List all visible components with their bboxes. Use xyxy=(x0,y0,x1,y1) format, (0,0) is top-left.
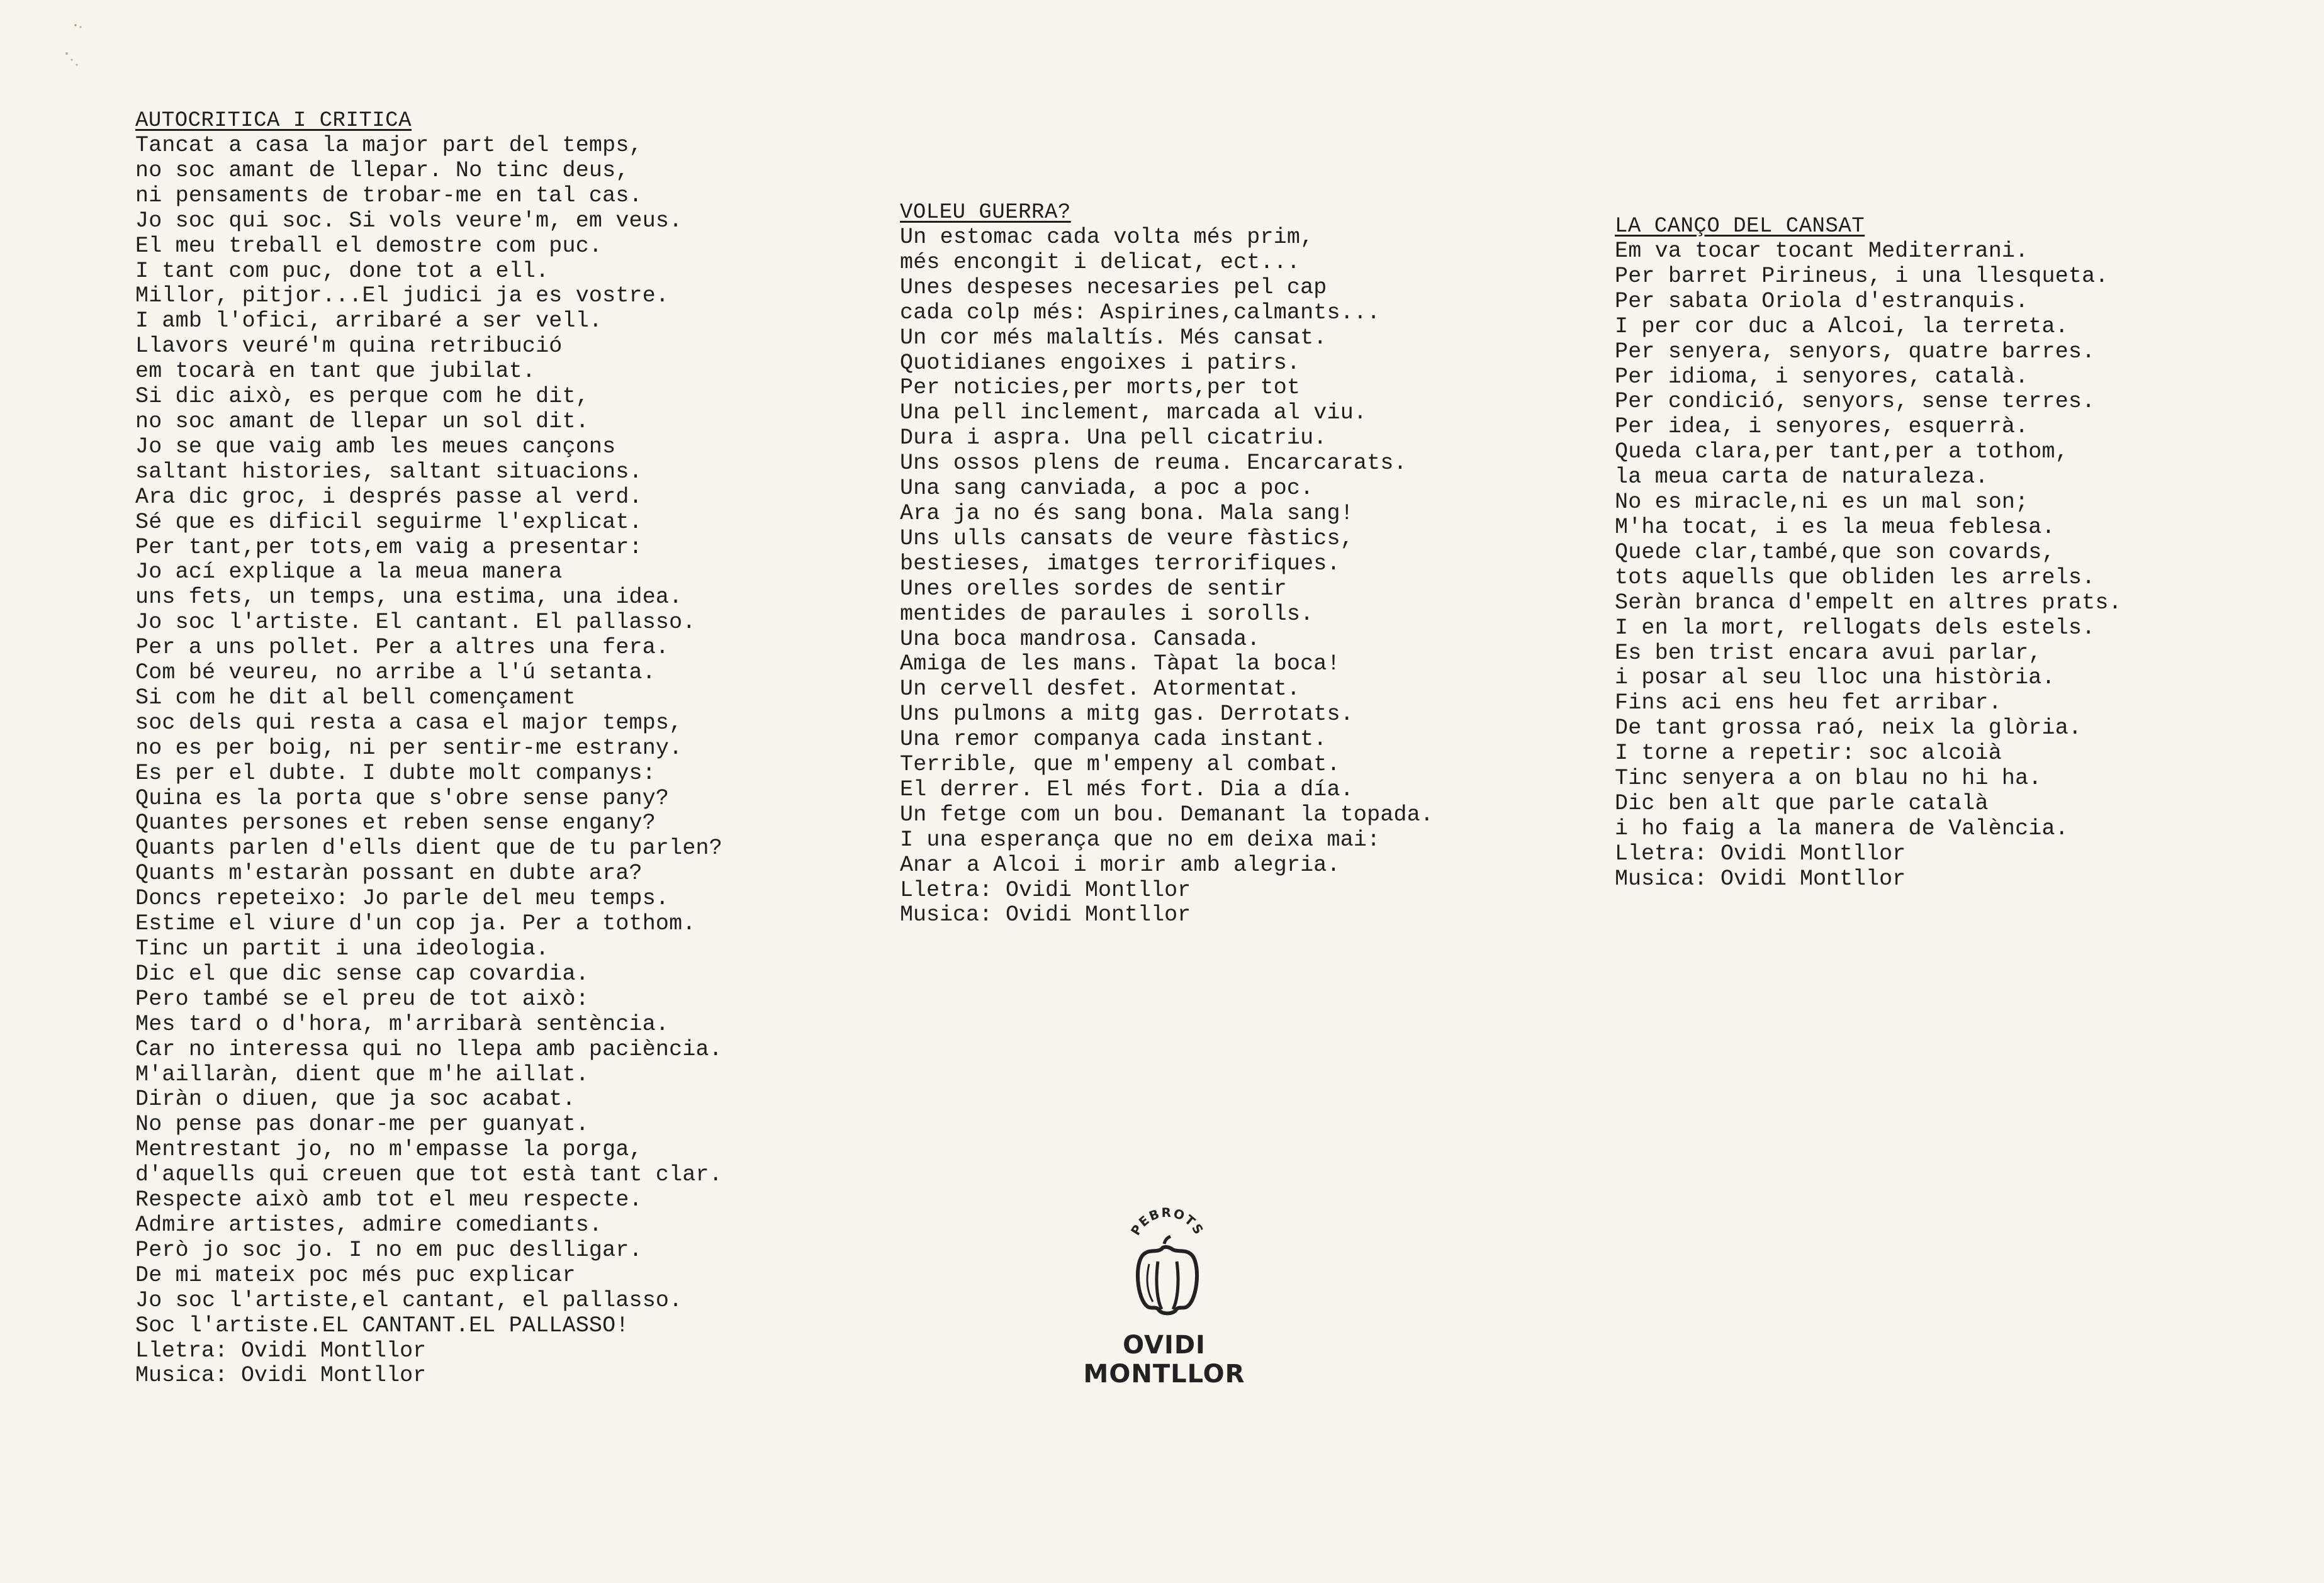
lyric-line: Uns ulls cansats de veure fàstics, xyxy=(900,525,1354,551)
lyric-line: I amb l'ofici, arribaré a ser vell. xyxy=(135,308,603,334)
lyric-line: d'aquells qui creuen que tot està tant clar. xyxy=(135,1162,722,1188)
lyric-line: Per a uns pollet. Per a altres una fera. xyxy=(135,635,670,661)
lyrics-credit: Lletra: Ovidi Montllor xyxy=(900,877,1191,903)
song-voleu-guerra xyxy=(900,200,1529,928)
lyric-line: Fins aci ens heu fet arribar. xyxy=(1615,690,2002,716)
lyric-line: Seràn branca d'empelt en altres prats. xyxy=(1615,590,2122,615)
lyric-line: I una esperança que no em deixa mai: xyxy=(900,827,1381,853)
lyric-line: Terrible, que m'empeny al combat. xyxy=(900,752,1340,778)
lyric-line: no soc amant de llepar un sol dit. xyxy=(135,408,589,434)
lyric-line: Quants m'estaràn possant en dubte ara? xyxy=(135,861,643,887)
song-title: VOLEU GUERRA? xyxy=(900,201,1071,225)
lyric-line: I per cor duc a Alcoi, la terreta. xyxy=(1615,313,2069,339)
lyric-line: Diràn o diuen, que ja soc acabat. xyxy=(135,1087,576,1112)
lyric-line: Estime el viure d'un cop ja. Per a tothom. xyxy=(135,911,696,937)
stain-marks xyxy=(63,16,126,79)
lyric-line: Quede clar,també,que son covards, xyxy=(1615,539,2055,565)
lyric-line: Millor, pitjor...El judici ja es vostre. xyxy=(135,283,670,309)
svg-text:PEBROTS xyxy=(1128,1205,1207,1238)
lyric-line: Unes despeses necesaries pel cap xyxy=(900,274,1327,300)
song-credits xyxy=(1615,842,2244,892)
lyric-line: Jo ací explique a la meua manera xyxy=(135,559,563,585)
music-credit: Musica: Ovidi Montllor xyxy=(1615,866,1906,892)
lyric-line: Dic ben alt que parle català xyxy=(1615,790,1989,816)
lyric-line: El meu treball el demostre com puc. xyxy=(135,233,603,259)
lyric-line: Quotidianes engoixes i patirs. xyxy=(900,350,1301,376)
lyric-line: Uns pulmons a mitg gas. Derrotats. xyxy=(900,702,1354,727)
music-credit: Musica: Ovidi Montllor xyxy=(135,1363,427,1389)
logo-arc-text: PEBROTS xyxy=(1127,1204,1208,1238)
lyrics-credit: Lletra: Ovidi Montllor xyxy=(135,1338,427,1363)
lyric-line: Ara dic groc, i després passe al verd. xyxy=(135,484,643,510)
lyric-line: Jo soc l'artiste. El cantant. El pallasso. xyxy=(135,610,696,635)
lyric-line: No es miracle,ni es un mal son; xyxy=(1615,489,2029,515)
lyric-line: Amiga de les mans. Tàpat la boca! xyxy=(900,651,1340,677)
lyric-line: Un fetge com un bou. Demanant la topada. xyxy=(900,802,1434,827)
lyric-line: i ho faig a la manera de València. xyxy=(1615,815,2069,841)
lyric-line: Admire artistes, admire comediants. xyxy=(135,1212,603,1238)
lyric-line: bestieses, imatges terrorifiques. xyxy=(900,551,1340,576)
lyric-line: Uns ossos plens de reuma. Encarcarats. xyxy=(900,450,1407,476)
lyric-line: Dura i aspra. Una pell cicatriu. xyxy=(900,425,1327,451)
lyric-line: Jo soc l'artiste,el cantant, el pallasso. xyxy=(135,1287,683,1313)
pepper-icon xyxy=(1126,1199,1208,1318)
lyric-line: M'ha tocat, i es la meua feblesa. xyxy=(1615,514,2055,540)
lyric-line: I torne a repetir: soc alcoià xyxy=(1615,741,2002,766)
lyric-line: Unes orelles sordes de sentir xyxy=(900,576,1287,601)
lyric-line: Dic el que dic sense cap covardia. xyxy=(135,961,589,987)
lyric-line: Si dic això, es perque com he dit, xyxy=(135,384,589,410)
lyric-line: Per condició, senyors, sense terres. xyxy=(1615,389,2096,415)
lyric-line: Ara ja no és sang bona. Mala sang! xyxy=(900,500,1354,526)
lyric-line: Es per el dubte. I dubte molt companys: xyxy=(135,760,656,786)
lyric-line: Per idioma, i senyores, català. xyxy=(1615,364,2029,389)
lyric-line: No pense pas donar-me per guanyat. xyxy=(135,1112,589,1138)
lyric-line: soc dels qui resta a casa el major temps, xyxy=(135,710,683,736)
lyric-line: uns fets, un temps, una estima, una idea. xyxy=(135,585,683,610)
lyric-line: saltant histories, saltant situacions. xyxy=(135,459,643,484)
lyric-line: Sé que es dificil seguirme l'explicat. xyxy=(135,509,643,535)
song-autocritica xyxy=(135,108,859,1389)
lyric-line: Per senyera, senyors, quatre barres. xyxy=(1615,338,2096,364)
lyric-line: Si com he dit al bell començament xyxy=(135,685,576,710)
lyric-line: Una remor companya cada instant. xyxy=(900,727,1327,752)
lyric-line: Quants parlen d'ells dient que de tu parlen? xyxy=(135,836,722,861)
logo-name: OVIDI MONTLLOR xyxy=(1083,1331,1245,1389)
lyric-line: De tant grossa raó, neix la glòria. xyxy=(1615,715,2082,741)
lyric-line: Jo soc qui soc. Si vols veure'm, em veus. xyxy=(135,208,683,233)
lyric-line: Quantes persones et reben sense engany? xyxy=(135,810,656,836)
lyric-line: Quina es la porta que s'obre sense pany? xyxy=(135,785,670,811)
lyric-line: Mes tard o d'hora, m'arribarà sentència. xyxy=(135,1011,670,1037)
lyric-line: Tancat a casa la major part del temps, xyxy=(135,133,643,158)
lyric-line: ni pensaments de trobar-me en tal cas. xyxy=(135,182,643,208)
lyric-line: Però jo soc jo. I no em puc deslligar. xyxy=(135,1237,643,1263)
lyric-line: més encongit i delicat, ect... xyxy=(900,249,1301,275)
lyric-line: Per tant,per tots,em vaig a presentar: xyxy=(135,534,643,560)
lyric-line: la meua carta de naturaleza. xyxy=(1615,464,1989,490)
lyric-line: Anar a Alcoi i morir amb alegria. xyxy=(900,852,1340,878)
lyric-line: Una boca mandrosa. Cansada. xyxy=(900,626,1260,652)
lyric-line: M'aillaràn, dient que m'he aillat. xyxy=(135,1061,589,1087)
lyric-line: Em va tocar tocant Mediterrani. xyxy=(1615,238,2029,264)
song-credits xyxy=(900,878,1529,929)
lyric-line: Llavors veuré'm quina retribució xyxy=(135,333,563,359)
lyric-line: Una sang canviada, a poc a poc. xyxy=(900,476,1314,501)
lyric-line: Mentrestant jo, no m'empasse la porga, xyxy=(135,1137,643,1163)
lyric-line: I tant com puc, done tot a ell. xyxy=(135,258,549,284)
lyric-line: i posar al seu lloc una història. xyxy=(1615,665,2055,691)
song-lines xyxy=(135,133,859,1339)
lyric-line: no soc amant de llepar. No tinc deus, xyxy=(135,157,629,183)
lyric-line: Tinc senyera a on blau no hi ha. xyxy=(1615,766,2042,792)
lyric-line: Per barret Pirineus, i una llesqueta. xyxy=(1615,263,2109,289)
song-lines xyxy=(1615,239,2244,842)
lyric-line: Un cervell desfet. Atormentat. xyxy=(900,676,1301,702)
lyric-line: Per sabata Oriola d'estranquis. xyxy=(1615,288,2029,314)
lyric-line: Car no interessa qui no llepa amb paciència. xyxy=(135,1036,722,1062)
lyrics-credit: Lletra: Ovidi Montllor xyxy=(1615,841,1906,866)
lyric-line: I en la mort, rellogats dels estels. xyxy=(1615,615,2096,640)
lyric-line: El derrer. El més fort. Dia a día. xyxy=(900,776,1354,802)
lyric-line: Es ben trist encara avui parlar, xyxy=(1615,640,2042,666)
lyric-line: em tocarà en tant que jubilat. xyxy=(135,359,536,384)
lyric-line: Doncs repeteixo: Jo parle del meu temps. xyxy=(135,886,670,912)
lyric-line: cada colp més: Aspirines,calmants... xyxy=(900,299,1381,325)
lyric-line: Un cor més malaltís. Més cansat. xyxy=(900,325,1327,350)
lyric-line: tots aquells que obliden les arrels. xyxy=(1615,564,2096,590)
lyric-line: Un estomac cada volta més prim, xyxy=(900,225,1314,250)
lyric-line: De mi mateix poc més puc explicar xyxy=(135,1262,576,1288)
lyric-line: Queda clara,per tant,per a tothom, xyxy=(1615,439,2069,465)
song-lines xyxy=(900,225,1529,878)
lyric-line: Per idea, i senyores, esquerrà. xyxy=(1615,414,2029,440)
pebrots-logo xyxy=(1038,1199,1290,1389)
song-la-canco-del-cansat xyxy=(1615,214,2244,892)
song-title: LA CANÇO DEL CANSAT xyxy=(1615,215,1865,238)
lyric-line: Soc l'artiste.EL CANTANT.EL PALLASSO! xyxy=(135,1312,629,1338)
song-title: AUTOCRITICA I CRITICA xyxy=(135,109,412,133)
lyric-line: Jo se que vaig amb les meues cançons xyxy=(135,434,616,459)
lyric-line: Com bé veureu, no arribe a l'ú setanta. xyxy=(135,660,656,686)
lyric-line: Una pell inclement, marcada al viu. xyxy=(900,400,1367,426)
lyric-line: Respecte això amb tot el meu respecte. xyxy=(135,1187,643,1213)
lyric-line: Tinc un partit i una ideologia. xyxy=(135,936,549,961)
music-credit: Musica: Ovidi Montllor xyxy=(900,902,1191,928)
lyric-line: Per noticies,per morts,per tot xyxy=(900,375,1301,401)
lyric-line: no es per boig, ni per sentir-me estrany. xyxy=(135,735,683,761)
lyric-line: mentides de paraules i sorolls. xyxy=(900,601,1314,627)
song-credits xyxy=(135,1339,859,1389)
lyric-line: Pero també se el preu de tot això: xyxy=(135,986,589,1012)
